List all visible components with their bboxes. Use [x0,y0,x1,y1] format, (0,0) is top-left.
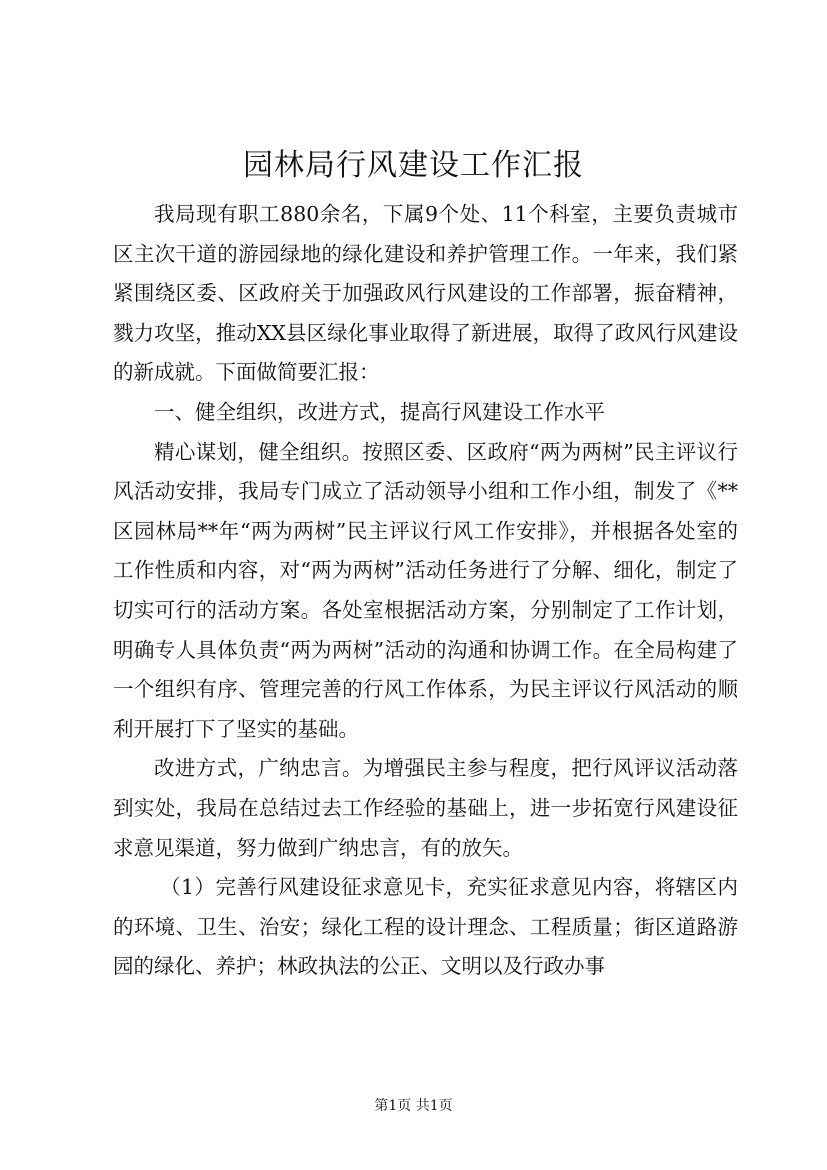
paragraph-organization: 精心谋划，健全组织。按照区委、区政府“两为两树”民主评议行风活动安排，我局专门成立了活动领导小组和工作小组，制发了《**区园林局**年“两为两树”民主评议行风工作安排》，并根据各处室的工作性质和内容，对“两为两树”活动任务进行了分解、细化，制定了切实可行的活动方案。各处室根据活动方案，分别制定了工作计划，明确专人具体负责“两为两树”活动的沟通和协调工作。在全局构建了一个组织有序、管理完善的行风工作体系，为民主评议行风活动的顺利开展打下了坚实的基础。 [113,439,738,741]
section-heading-1: 一、健全组织，改进方式，提高行风建设工作水平 [154,399,605,424]
document-body [113,195,738,987]
paragraph-intro: 我局现有职工880余名，下属9个处、11个科室，主要负责城市区主次干道的游园绿地的绿化建设和养护管理工作。一年来，我们紧紧围绕区委、区政府关于加强政风行风建设的工作部署，振奋精神，戮力攻坚，推动XX县区绿化事业取得了新进展，取得了政风行风建设的新成就。下面做简要汇报： [113,202,738,385]
paragraph-item-1: （1）完善行风建设征求意见卡，充实征求意见内容，将辖区内的环境、卫生、治安；绿化工程的设计理念、工程质量；街区道路游园的绿化、养护；林政执法的公正、文明以及行政办事 [113,875,738,979]
paragraph-improve-methods: 改进方式，广纳忠言。为增强民主参与程度，把行风评议活动落到实处，我局在总结过去工作经验的基础上，进一步拓宽行风建设征求意见渠道，努力做到广纳忠言，有的放矢。 [113,756,738,860]
document-title: 园林局行风建设工作汇报 [243,148,584,183]
page-number-footer: 第1页 共1页 [374,1098,453,1114]
